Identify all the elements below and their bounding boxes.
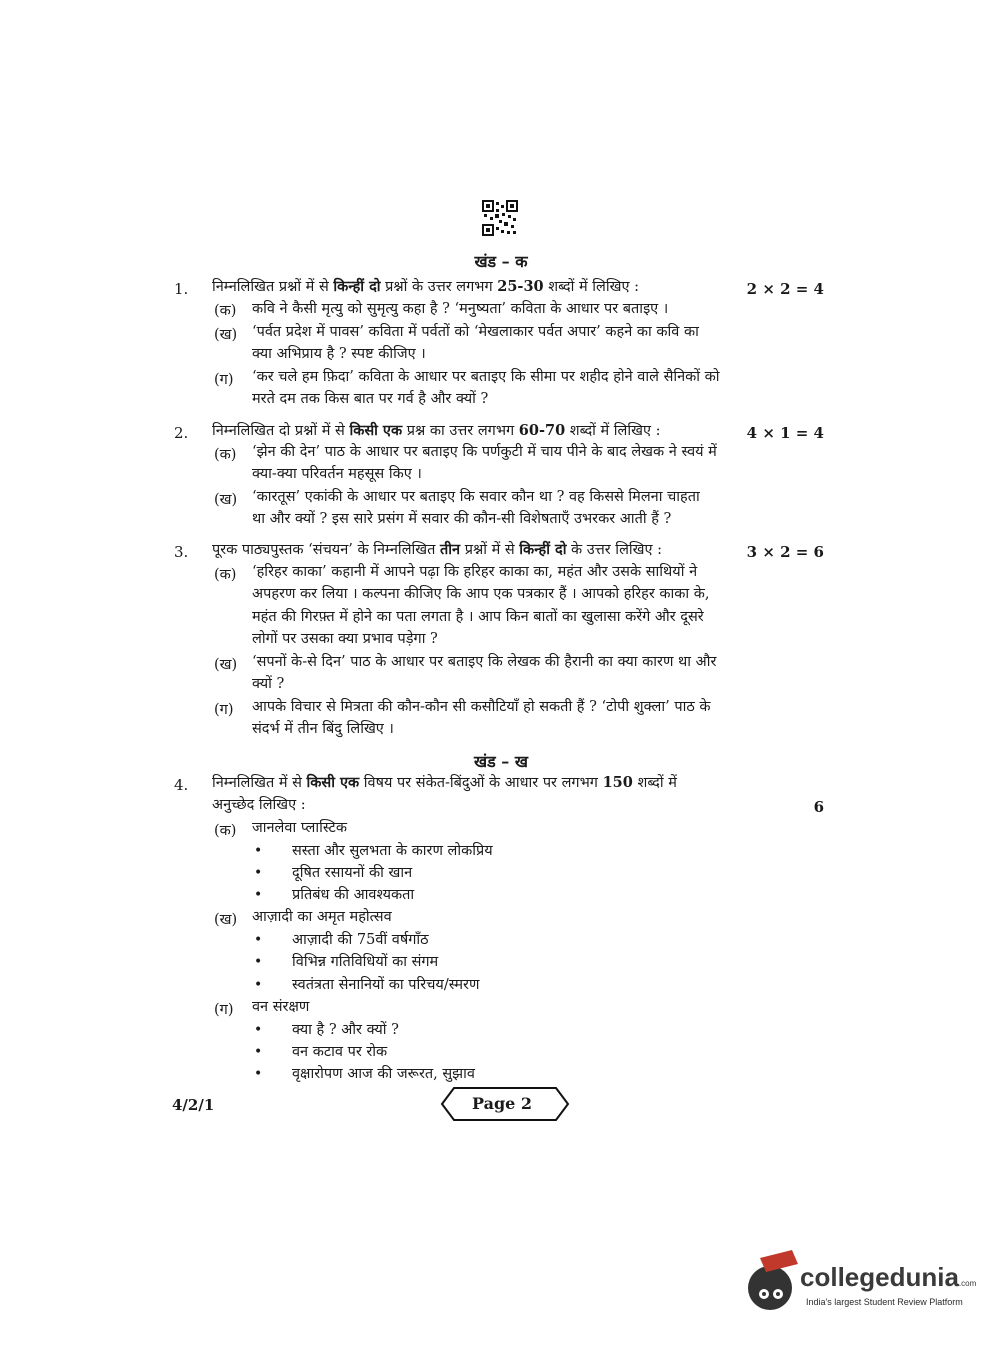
question-text: ‘सपनों के-से दिन’ पाठ के आधार पर बताइए कि लेखक की हैरानी का क्या कारण था और xyxy=(252,654,717,670)
option-label: (क) xyxy=(214,447,237,463)
question-3-instruction: पूरक पाठ्यपुस्तक ‘संचयन’ के निम्नलिखित तीन प्रश्नों में से किन्हीं दो के उत्तर लिखिए : xyxy=(212,541,663,558)
question-text: ‘कर चले हम फ़िदा’ कविता के आधार पर बताइए कि सीमा पर शहीद होने वाले सैनिकों को xyxy=(252,369,720,385)
question-text: अपहरण कर लिया । कल्पना कीजिए कि आप एक पत्रकार हैं । आपको हरिहर काका के, xyxy=(252,586,710,602)
bullet: • xyxy=(254,1022,263,1038)
topic-point: वन कटाव पर रोक xyxy=(292,1044,388,1060)
question-text: अनुच्छेद लिखिए : xyxy=(212,797,306,813)
option-label: (ख) xyxy=(214,912,238,928)
question-text: था और क्यों ? इस सारे प्रसंग में सवार की कौन-सी विशेषताएँ उभरकर आती हैं ? xyxy=(252,511,672,527)
marks: 3 × 2 = 6 xyxy=(746,543,824,561)
option-label: (क) xyxy=(214,567,237,583)
question-text: ‘कारतूस’ एकांकी के आधार पर बताइए कि सवार कौन था ? वह किससे मिलना चाहता xyxy=(252,489,700,505)
topic-point: वृक्षारोपण आज की जरूरत, सुझाव xyxy=(292,1066,475,1082)
question-text: महंत की गिरफ़्त में होने का पता लगता है । आप किन बातों का खुलासा करेंगे और दूसरे xyxy=(252,609,704,625)
question-number: 2. xyxy=(174,424,189,442)
section-heading-b: खंड – ख xyxy=(474,752,528,771)
option-label: (क) xyxy=(214,823,237,839)
topic-point: सस्ता और सुलभता के कारण लोकप्रिय xyxy=(292,843,493,859)
marks: 2 × 2 = 4 xyxy=(746,280,824,298)
option-label: (ग) xyxy=(214,1002,234,1018)
question-number: 4. xyxy=(174,776,189,794)
page-number: Page 2 xyxy=(471,1094,533,1113)
topic-point: आज़ादी की 75वीं वर्षगाँठ xyxy=(292,932,429,948)
bullet: • xyxy=(254,977,263,993)
question-1-instruction: निम्नलिखित प्रश्नों में से किन्हीं दो प्रश्नों के उत्तर लगभग 25-30 शब्दों में लिखिए : xyxy=(212,278,639,295)
question-text: क्या अभिप्राय है ? स्पष्ट कीजिए । xyxy=(252,346,426,362)
question-text: आपके विचार से मित्रता की कौन-कौन सी कसौटियाँ हो सकती हैं ? ‘टोपी शुक्ला’ पाठ के xyxy=(252,699,711,715)
topic-title: वन संरक्षण xyxy=(252,999,310,1015)
option-label: (ख) xyxy=(214,327,238,343)
logo-tagline: India's largest Student Review Platform xyxy=(806,1297,963,1307)
logo-wordmark: collegedunia.com xyxy=(800,1262,977,1292)
option-label: (ग) xyxy=(214,372,234,388)
topic-point: क्या है ? और क्यों ? xyxy=(292,1022,399,1038)
paper-code: 4/2/1 xyxy=(172,1096,215,1114)
bullet: • xyxy=(254,843,263,859)
bullet: • xyxy=(254,954,263,970)
question-text: संदर्भ में तीन बिंदु लिखिए । xyxy=(252,721,394,737)
topic-point: दूषित रसायनों की खान xyxy=(292,865,413,881)
question-text: मरते दम तक किस बात पर गर्व है और क्यों ? xyxy=(252,391,489,407)
question-text: क्यों ? xyxy=(252,676,285,692)
bullet: • xyxy=(254,1044,263,1060)
marks: 4 × 1 = 4 xyxy=(746,424,824,442)
qr-code-icon xyxy=(482,200,518,236)
question-number: 3. xyxy=(174,543,189,561)
topic-title: आज़ादी का अमृत महोत्सव xyxy=(252,909,392,925)
topic-point: विभिन्न गतिविधियों का संगम xyxy=(292,954,439,970)
question-2-instruction: निम्नलिखित दो प्रश्नों में से किसी एक प्रश्न का उत्तर लगभग 60-70 शब्दों में लिखिए : xyxy=(212,422,661,439)
question-text: क्या-क्या परिवर्तन महसूस किए । xyxy=(252,466,422,482)
question-4-instruction: निम्नलिखित में से किसी एक विषय पर संकेत-बिंदुओं के आधार पर लगभग 150 शब्दों में xyxy=(212,774,677,791)
option-label: (ख) xyxy=(214,657,238,673)
option-label: (ग) xyxy=(214,702,234,718)
option-label: (क) xyxy=(214,303,237,319)
section-heading-a: खंड – क xyxy=(474,252,528,271)
topic-point: प्रतिबंध की आवश्यकता xyxy=(292,887,415,903)
option-label: (ख) xyxy=(214,492,238,508)
topic-title: जानलेवा प्लास्टिक xyxy=(252,820,347,836)
bullet: • xyxy=(254,865,263,881)
bullet: • xyxy=(254,887,263,903)
bullet: • xyxy=(254,932,263,948)
bullet: • xyxy=(254,1066,263,1082)
topic-point: स्वतंत्रता सेनानियों का परिचय/स्मरण xyxy=(292,977,480,993)
question-text: ‘पर्वत प्रदेश में पावस’ कविता में पर्वतों को ‘मेखलाकार पर्वत अपार’ कहने का कवि का xyxy=(252,324,699,340)
question-number: 1. xyxy=(174,280,189,298)
question-text: कवि ने कैसी मृत्यु को सुमृत्यु कहा है ? ‘मनुष्यता’ कविता के आधार पर बताइए । xyxy=(252,301,669,317)
question-text: ‘हरिहर काका’ कहानी में आपने पढ़ा कि हरिहर काका का, महंत और उसके साथियों ने xyxy=(252,564,698,580)
marks: 6 xyxy=(813,798,824,816)
question-text: लोगों पर उसका क्या प्रभाव पड़ेगा ? xyxy=(252,631,438,647)
question-text: ‘झेन की देन’ पाठ के आधार पर बताइए कि पर्णकुटी में चाय पीने के बाद लेखक ने स्वयं में xyxy=(252,444,717,460)
